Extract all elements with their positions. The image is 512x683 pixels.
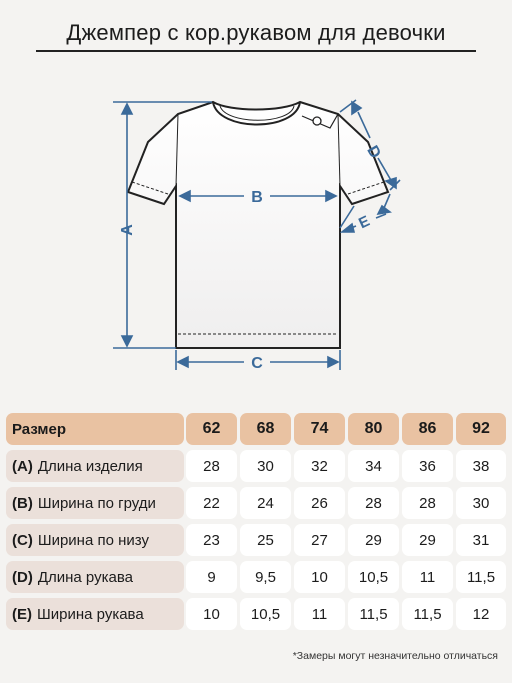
row-label-cell <box>6 561 184 593</box>
table-cell: 30 <box>240 450 291 482</box>
header-label-cell: Размер <box>6 413 184 445</box>
size-header-cell: 62 <box>186 413 237 445</box>
table-cell: 23 <box>186 524 237 556</box>
row-label-cell <box>6 598 184 630</box>
dimension-a-label: A <box>119 224 136 236</box>
table-cell: 34 <box>348 450 399 482</box>
dimension-c-label: C <box>251 355 263 372</box>
page-title: Джемпер с кор.рукавом для девочки <box>66 20 446 45</box>
size-header-cell: 86 <box>402 413 453 445</box>
row-code: (E) <box>12 605 32 623</box>
table-cell: 11,5 <box>456 561 506 593</box>
size-header-cell: 74 <box>294 413 345 445</box>
table-cell: 27 <box>294 524 345 556</box>
table-cell: 30 <box>456 487 506 519</box>
row-name: Длина рукава <box>37 568 133 586</box>
title-underline <box>36 50 476 52</box>
table-cell: 28 <box>186 450 237 482</box>
row-name: Ширина по низу <box>37 531 149 549</box>
tshirt-outline <box>128 102 388 348</box>
row-label-cell <box>6 524 184 556</box>
table-cell: 29 <box>402 524 453 556</box>
table-cell: 25 <box>240 524 291 556</box>
table-cell: 32 <box>294 450 345 482</box>
row-label-cell <box>6 487 184 519</box>
size-header-cell: 92 <box>456 413 506 445</box>
table-cell: 11 <box>294 598 345 630</box>
row-name: Ширина рукава <box>37 605 144 623</box>
table-cell: 10 <box>186 598 237 630</box>
table-cell: 28 <box>402 487 453 519</box>
row-code: (A) <box>12 457 33 475</box>
table-cell: 10,5 <box>348 561 399 593</box>
table-cell: 31 <box>456 524 506 556</box>
table-cell: 26 <box>294 487 345 519</box>
size-header-cell: 80 <box>348 413 399 445</box>
table-cell: 9,5 <box>240 561 291 593</box>
row-name: Длина изделия <box>37 457 143 475</box>
tshirt-diagram <box>0 80 512 380</box>
table-cell: 24 <box>240 487 291 519</box>
row-code: (D) <box>12 568 33 586</box>
row-code: (B) <box>12 494 33 512</box>
row-label-cell <box>6 450 184 482</box>
table-cell: 22 <box>186 487 237 519</box>
table-cell: 10,5 <box>240 598 291 630</box>
dimension-d-label: D <box>363 142 384 162</box>
row-name: Ширина по груди <box>37 494 156 512</box>
table-cell: 9 <box>186 561 237 593</box>
table-cell: 11,5 <box>348 598 399 630</box>
table-cell: 28 <box>348 487 399 519</box>
dimension-e-label: E <box>356 212 373 233</box>
table-cell: 12 <box>456 598 506 630</box>
table-cell: 10 <box>294 561 345 593</box>
button-icon <box>313 117 321 125</box>
table-cell: 38 <box>456 450 506 482</box>
size-header-cell: 68 <box>240 413 291 445</box>
table-cell: 36 <box>402 450 453 482</box>
table-cell: 29 <box>348 524 399 556</box>
dimension-b-label: B <box>251 189 263 206</box>
table-cell: 11 <box>402 561 453 593</box>
row-code: (C) <box>12 531 33 549</box>
table-cell: 11,5 <box>402 598 453 630</box>
measurement-note: *Замеры могут незначительно отличаться <box>292 650 498 662</box>
